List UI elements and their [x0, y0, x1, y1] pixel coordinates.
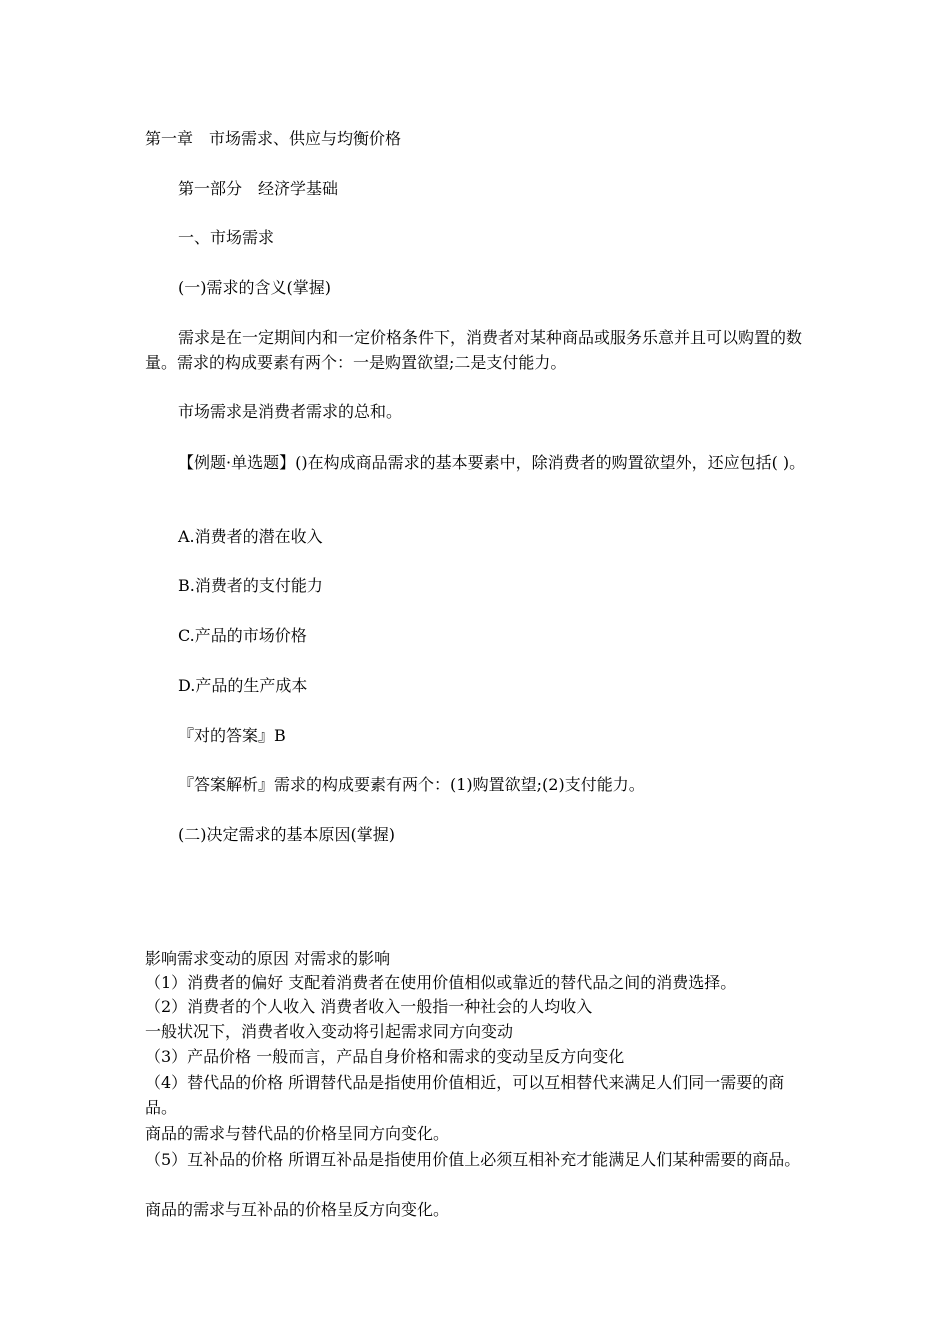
example-question: 【例题·单选题】()在构成商品需求的基本要素中，除消费者的购置欲望外，还应包括( )。 — [178, 453, 806, 472]
option-b: B.消费者的支付能力 — [178, 576, 323, 595]
part-title: 第一部分 经济学基础 — [178, 179, 339, 198]
answer: 『对的答案』B — [178, 726, 286, 745]
factor-row-3: （3）产品价格 一般而言，产品自身价格和需求的变动呈反方向变化 — [145, 1047, 625, 1066]
answer-analysis: 『答案解析』需求的构成要素有两个：(1)购置欲望;(2)支付能力。 — [178, 775, 645, 794]
factor-row-2: （2）消费者的个人收入 消费者收入一般指一种社会的人均收入 — [145, 997, 593, 1016]
definition-paragraph: 需求是在一定期间内和一定价格条件下，消费者对某种商品或服务乐意并且可以购置的数量。需求的构成要素有两个：一是购置欲望;二是支付能力。 — [145, 328, 803, 372]
factor-row-5: （5）互补品的价格 所谓互补品是指使用价值上必须互相补充才能满足人们某种需要的商品。 — [145, 1150, 801, 1169]
factor-row-5-note: 商品的需求与互补品的价格呈反方向变化。 — [145, 1200, 450, 1219]
chapter-title: 第一章 市场需求、供应与均衡价格 — [145, 129, 402, 148]
subsection-heading-2: (二)决定需求的基本原因(掌握) — [178, 825, 395, 844]
option-d: D.产品的生产成本 — [178, 676, 308, 695]
table-header: 影响需求变动的原因 对需求的影响 — [145, 949, 391, 968]
factor-row-4: （4）替代品的价格 所谓替代品是指使用价值相近，可以互相替代来满足人们同一需要的商品。 — [145, 1073, 785, 1117]
factor-row-1: （1）消费者的偏好 支配着消费者在使用价值相似或靠近的替代品之间的消费选择。 — [145, 973, 737, 992]
subsection-heading: (一)需求的含义(掌握) — [178, 278, 331, 297]
factor-row-4-note: 商品的需求与替代品的价格呈同方向变化。 — [145, 1124, 450, 1143]
option-c: C.产品的市场价格 — [178, 626, 307, 645]
factor-row-2-note: 一般状况下，消费者收入变动将引起需求同方向变动 — [145, 1022, 514, 1041]
section-heading: 一、市场需求 — [178, 228, 275, 247]
option-a: A.消费者的潜在收入 — [178, 527, 323, 546]
market-demand-paragraph: 市场需求是消费者需求的总和。 — [178, 402, 403, 421]
